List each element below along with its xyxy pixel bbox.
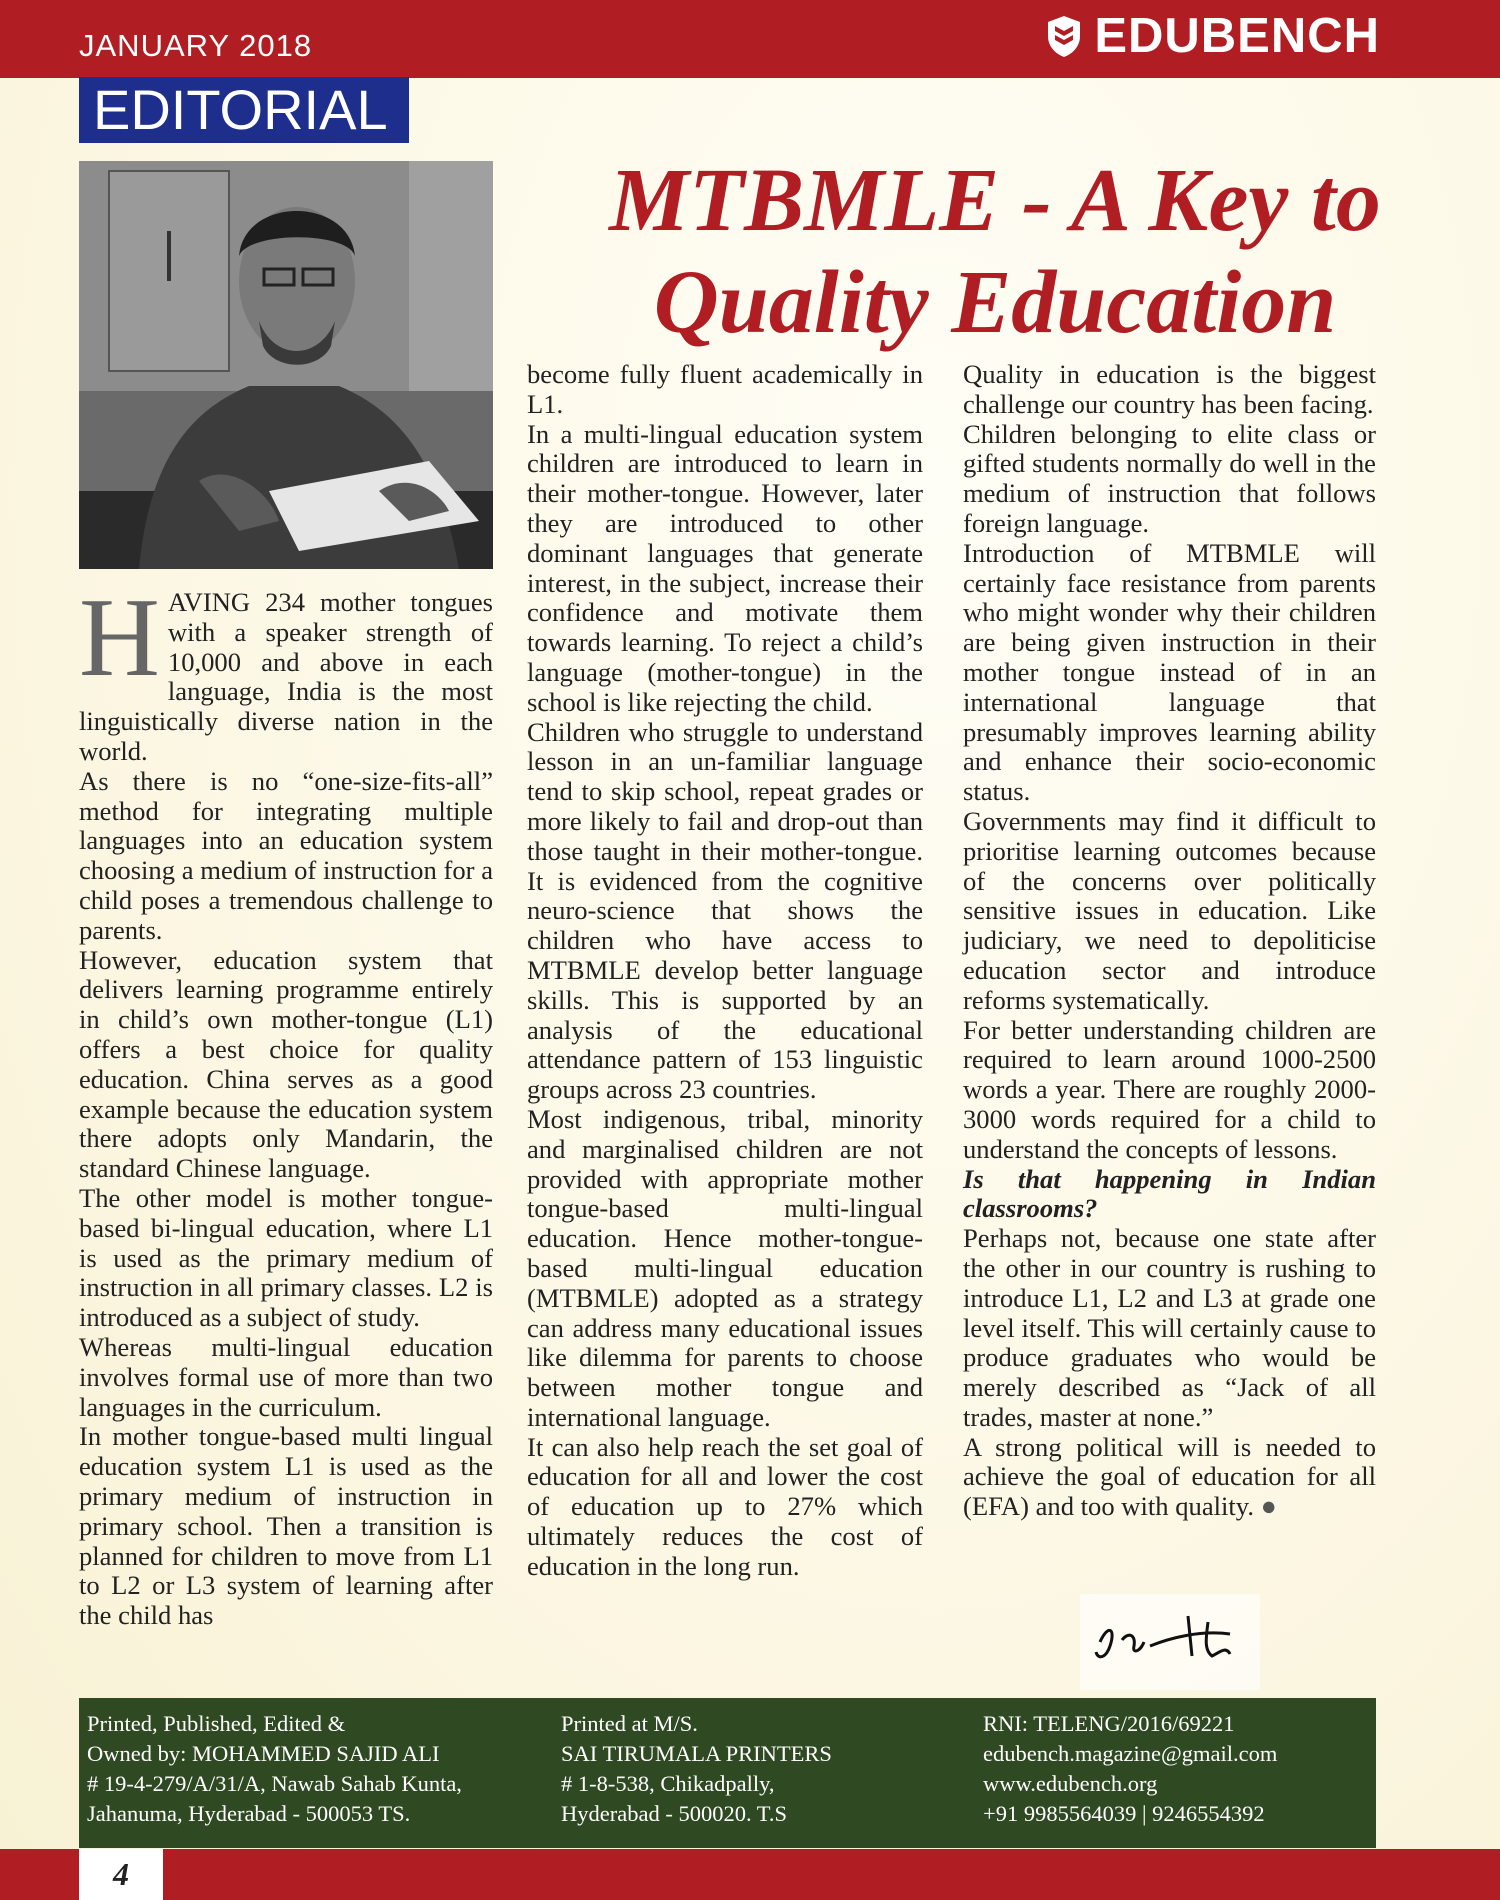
imprint-line: Hyderabad - 500020. T.S [561,1801,787,1826]
article-column-2 [527,360,923,1582]
paragraph: For better understanding children are required to learn around 1000-2500 words a year. There are roughly 2000-3000 words required for a child to understand the concepts of lessons. [963,1014,1376,1164]
subheading: Is that happening in Indian classrooms? [963,1163,1376,1224]
paragraph: Children who struggle to understand lesson in an un-familiar language tend to skip school, repeat grades or more likely to fail and drop-out than those taught in their mother-tongue. It is evidenced from the cognitive neuro-science that shows the children who have access to MTBMLE develop better language skills. This is supported by an analysis of the educational attendance pattern of 153 linguistic groups across 23 countries. [527,716,923,1105]
drop-cap: H [79,576,160,700]
paragraph: Quality in education is the biggest challenge our country has been facing. [963,359,1376,419]
paragraph: Governments may find it difficult to prioritise learning outcomes because of the concerns over politically sensitive issues in education. Like judiciary, we need to depoliticise education sector and introduce reforms systematically. [963,805,1376,1015]
signature-image [1080,1594,1260,1690]
paragraph: In mother tongue-based multi lingual education system L1 is used as the primary medium of instruction in primary school. Then a transition is planned for children to move from L1 to L2 or L3 system of learning after the child has [79,1421,493,1631]
shield-logo-icon [1046,14,1082,58]
paragraph [963,1433,1376,1522]
end-mark: ● [1260,1491,1277,1522]
publisher-info [87,1709,462,1829]
paragraph: Most indigenous, tribal, minority and marginalised children are not provided with appropriate mother tongue-based multi-lingual education. Hence mother-tongue-based multi-lingual education (MTBMLE) adopted as a strategy can address many educational issues like dilemma for parents to choose between mother tongue and international language. [527,1103,923,1432]
article-title [530,150,1460,354]
rni-number: RNI: TELENG/2016/69221 [983,1711,1235,1736]
paragraph: The other model is mother tongue-based bi-lingual education, where L1 is used as the primary medium of instruction in all primary classes. L2 is introduced as a subject of study. [79,1182,493,1333]
paragraph: Perhaps not, because one state after the other in our country is rushing to introduce L1, L2 and L3 at grade one level itself. This will certainly cause to produce graduates who would be merely described as “Jack of all trades, master at none.” [963,1223,1376,1432]
paragraph: Whereas multi-lingual education involves formal use of more than two languages in the curriculum. [79,1331,493,1422]
article-column-3 [963,360,1376,1522]
imprint-line: Jahanuma, Hyderabad - 500053 TS. [87,1801,411,1826]
imprint-line: Owned by: MOHAMMED SAJID ALI [87,1741,440,1766]
footer-bar [0,1849,1500,1900]
imprint-line: # 1-8-538, Chikadpally, [561,1771,775,1796]
brand [1046,8,1380,64]
paragraph-text: A strong political will is needed to achieve the goal of education for all (EFA) and too with quality. [963,1431,1376,1522]
paragraph: Introduction of MTBMLE will certainly face resistance from parents who might wonder why their children are being given instruction in their mother tongue instead of in an international language that presumably improves learning ability and enhance their socio-economic status. [963,537,1376,807]
printer-info [561,1709,832,1829]
paragraph-text: AVING 234 mother tongues with a speaker strength of 10,000 and above in each language, India is the most linguistically diverse nation in the world. [79,587,493,766]
paragraph: As there is no “one-size-fits-all” method for integrating multiple languages into an education system choosing a medium of instruction for a child poses a tremendous challenge to parents. [79,765,493,945]
imprint-line: SAI TIRUMALA PRINTERS [561,1741,832,1766]
paragraph: It can also help reach the set goal of education for all and lower the cost of education up to 27% which ultimately reduces the cost of education in the long run. [527,1431,923,1581]
imprint-line: # 19-4-279/A/31/A, Nawab Sahab Kunta, [87,1771,462,1796]
article-title-line2: Quality Education [653,253,1337,352]
section-label: EDITORIAL [79,77,409,143]
paragraph: Children belonging to elite class or gifted students normally do well in the medium of instruction that follows foreign language. [963,418,1376,538]
paragraph: In a multi-lingual education system children are introduced to learn in their mother-tongue. However, later they are introduced to other dominant languages that generate interest, in the subject, increase their confidence and motivate them towards learning. To reject a child’s language (mother-tongue) in the school is like rejecting the child. [527,418,923,717]
email-link[interactable]: edubench.magazine@gmail.com [983,1741,1278,1766]
phone-numbers: +91 9985564039 | 9246554392 [983,1801,1265,1826]
imprint-line: Printed, Published, Edited & [87,1711,346,1736]
paragraph [79,576,493,767]
website-link[interactable]: www.edubench.org [983,1771,1158,1796]
article-column-1 [79,576,493,1631]
brand-name: EDUBENCH [1094,9,1380,63]
issue-date: JANUARY 2018 [79,28,313,63]
imprint-box [79,1698,1376,1848]
page-number: 4 [79,1849,163,1900]
imprint-line: Printed at M/S. [561,1711,698,1736]
paragraph: However, education system that delivers learning programme entirely in child’s own mother-tongue (L1) offers a best choice for quality education. China serves as a good example because the education system there adopts only Mandarin, the standard Chinese language. [79,944,493,1184]
header-bar [0,0,1500,78]
author-photo [79,161,493,569]
article-title-line1: MTBMLE - A Key to [609,151,1381,250]
contact-info [983,1709,1277,1829]
paragraph: become fully fluent academically in L1. [527,359,923,419]
